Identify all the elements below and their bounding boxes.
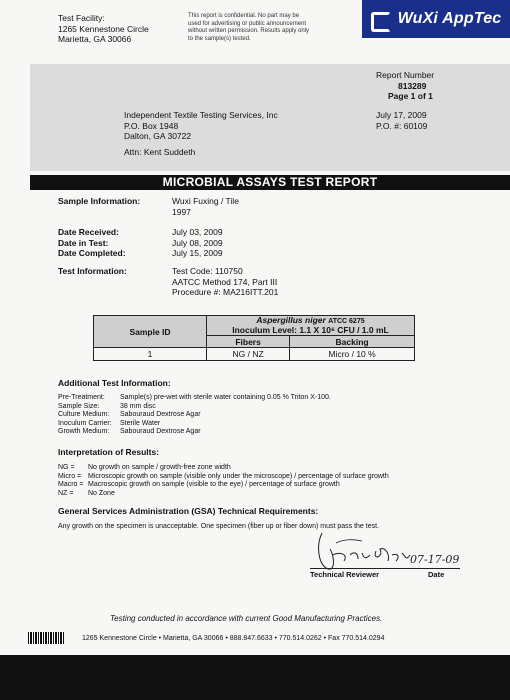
test-code: Test Code: 110750	[172, 266, 243, 276]
confidential-line: without written permission. Results apply only	[188, 28, 310, 34]
client-city: Dalton, GA 30722	[124, 131, 192, 141]
sample-id-header: Sample ID	[94, 316, 207, 348]
dates-labels	[58, 227, 126, 259]
wuxi-apptec-logo	[362, 0, 510, 38]
test-info-values	[172, 266, 278, 298]
report-number: 813289	[398, 80, 427, 91]
interpretation-codes	[58, 464, 83, 498]
sample-info-label: Sample Information:	[58, 196, 141, 206]
gsa-heading: General Services Administration (GSA) Technical Requirements:	[58, 506, 319, 516]
results-table	[93, 315, 415, 361]
report-title: MICROBIAL ASSAYS TEST REPORT	[30, 175, 510, 190]
backing-header: Backing	[290, 336, 415, 348]
additional-labels	[58, 394, 112, 437]
interpretation-texts	[88, 464, 498, 498]
interpretation-text: Microscopic growth on sample (visible only under the microscope) / percentage of surface growth	[88, 472, 389, 480]
facility-city: Marietta, GA 30066	[58, 34, 132, 44]
confidential-line: This report is confidential. No part may be	[188, 13, 300, 19]
organism-header	[207, 316, 415, 336]
signature-date-handwritten: 07-17-09	[410, 553, 460, 566]
page-count: Page 1 of 1	[388, 91, 433, 101]
client-box: P.O. Box 1948	[124, 120, 179, 131]
test-procedure: Procedure #: MA216ITT.201	[172, 287, 279, 297]
po-number: P.O. #: 60109	[376, 120, 428, 131]
table-row	[94, 348, 415, 361]
date-in-test: July 08, 2009	[172, 237, 223, 248]
row-sample-id: 1	[94, 348, 207, 361]
interpretation-code: NG =	[58, 464, 75, 471]
interpretation-text: Macroscopic growth on sample (visible to the eye) / percentage of surface growth	[88, 481, 340, 488]
interpretation-code: NZ =	[58, 489, 74, 497]
atcc-number: ATCC 6275	[328, 318, 365, 325]
signature-line	[310, 568, 460, 569]
additional-value: Sabouraud Dextrose Agar	[120, 411, 201, 418]
interpretation-code: Micro =	[58, 472, 82, 480]
report-date: July 17, 2009	[376, 110, 427, 120]
additional-value: Sabouraud Dextrose Agar	[120, 428, 201, 435]
wuxi-logo-mark-icon	[371, 10, 393, 28]
client-address	[124, 110, 278, 142]
row-backing: Micro / 10 %	[290, 348, 415, 361]
sample-info-value	[172, 196, 239, 217]
reviewer-label: Technical Reviewer	[310, 570, 380, 579]
row-fibers: NG / NZ	[207, 348, 290, 361]
additional-value: 38 mm disc	[120, 402, 156, 410]
interpretation-heading: Interpretation of Results:	[58, 447, 160, 457]
facility-label: Test Facility:	[58, 13, 105, 23]
confidential-line: used for advertising or public announcement	[188, 20, 307, 27]
test-facility-block	[58, 13, 149, 45]
attention-line: Attn: Kent Suddeth	[124, 147, 196, 157]
date-completed-label: Date Completed:	[58, 248, 126, 258]
interpretation-text: No Zone	[88, 489, 115, 497]
date-received: July 03, 2009	[172, 227, 223, 237]
report-date-block	[376, 110, 427, 131]
test-info-label: Test Information:	[58, 266, 127, 276]
additional-value: Sample(s) pre-wet with sterile water containing 0.05 % Triton X-100.	[120, 394, 331, 401]
sample-name: Wuxi Fuxing / Tile	[172, 196, 239, 206]
additional-heading: Additional Test Information:	[58, 378, 171, 388]
additional-label: Sample Size:	[58, 402, 100, 410]
fibers-header: Fibers	[207, 336, 290, 348]
gsa-text: Any growth on the specimen is unacceptable. One specimen (fiber up or fiber down) must pass the test.	[58, 523, 379, 530]
barcode-icon	[28, 632, 64, 644]
footer-address: 1265 Kennestone Circle • Marietta, GA 30066 • 888.847.6633 • 770.514.0262 • Fax 770.514.0294	[82, 635, 385, 642]
additional-value: Sterile Water	[120, 419, 161, 427]
dates-values	[172, 227, 223, 259]
interpretation-code: Macro =	[58, 481, 84, 488]
additional-label: Inoculum Carrier:	[58, 419, 112, 427]
additional-values	[120, 394, 331, 437]
inoculum-level: Inoculum Level: 1.1 X 10⁶ CFU / 1.0 mL	[232, 325, 389, 335]
test-method: AATCC Method 174, Part III	[172, 276, 278, 287]
logo-text: WuXi AppTec	[397, 10, 502, 27]
client-name: Independent Textile Testing Services, Inc	[124, 110, 278, 120]
additional-label: Culture Medium:	[58, 411, 110, 418]
report-number-label: Report Number	[376, 70, 435, 80]
additional-label: Pre-Treatment:	[58, 394, 105, 401]
bottom-border	[0, 655, 510, 700]
sample-code: 1997	[172, 206, 191, 217]
confidential-line: to the sample(s) tested.	[188, 35, 251, 42]
organism-name: Aspergillus niger	[256, 315, 326, 325]
date-received-label: Date Received:	[58, 227, 119, 237]
date-label: Date	[428, 570, 445, 579]
additional-label: Growth Medium:	[58, 428, 110, 435]
date-in-test-label: Date in Test:	[58, 237, 109, 248]
gmp-statement: Testing conducted in accordance with current Good Manufacturing Practices.	[110, 614, 383, 623]
date-completed: July 15, 2009	[172, 248, 223, 258]
confidentiality-notice	[188, 13, 338, 43]
interpretation-text: No growth on sample / growth-free zone width	[88, 464, 231, 471]
facility-street: 1265 Kennestone Circle	[58, 23, 149, 34]
report-number-block	[376, 70, 434, 102]
